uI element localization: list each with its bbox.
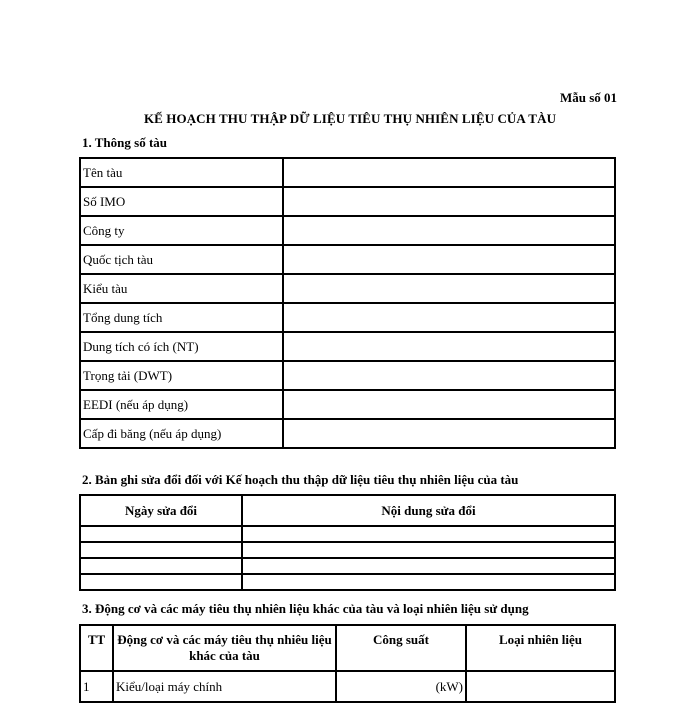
- section-1-title: 1. Thông số tàu: [82, 135, 168, 150]
- table-header-row: [80, 625, 615, 671]
- field-value[interactable]: [283, 361, 615, 390]
- table-row: [80, 671, 615, 702]
- revision-date-cell[interactable]: [80, 542, 242, 558]
- table-row: [80, 245, 615, 274]
- table-row: [80, 526, 615, 542]
- table-row: [80, 216, 615, 245]
- column-header-engine: Động cơ và các máy tiêu thụ nhiêu liệu khác của tàu: [113, 625, 336, 671]
- field-label: Tổng dung tích: [80, 303, 283, 332]
- column-header-revision-date: Ngày sửa đổi: [80, 495, 242, 526]
- table-row: [80, 274, 615, 303]
- field-label: Công ty: [80, 216, 283, 245]
- engine-name: Kiểu/loại máy chính: [113, 671, 336, 702]
- revision-record-table: [79, 494, 616, 591]
- table-header-row: [80, 495, 615, 526]
- field-value[interactable]: [283, 419, 615, 448]
- section-3-title: 3. Động cơ và các máy tiêu thụ nhiên liệu khác của tàu và loại nhiên liệu sử dụng: [82, 601, 529, 616]
- table-row: [80, 332, 615, 361]
- column-header-revision-content: Nội dung sửa đổi: [242, 495, 615, 526]
- revision-date-cell[interactable]: [80, 574, 242, 590]
- fuel-type-cell[interactable]: [466, 671, 615, 702]
- ship-particulars-table: [79, 157, 616, 449]
- field-value[interactable]: [283, 390, 615, 419]
- field-label: Cấp đi băng (nếu áp dụng): [80, 419, 283, 448]
- engines-fuel-table: [79, 624, 616, 703]
- row-number: 1: [80, 671, 113, 702]
- field-value[interactable]: [283, 187, 615, 216]
- revision-date-cell[interactable]: [80, 558, 242, 574]
- revision-content-cell[interactable]: [242, 574, 615, 590]
- field-value[interactable]: [283, 158, 615, 187]
- field-value[interactable]: [283, 245, 615, 274]
- revision-date-cell[interactable]: [80, 526, 242, 542]
- column-header-fuel-type: Loại nhiên liệu: [466, 625, 615, 671]
- section-2-title: 2. Bản ghi sửa đổi đối với Kế hoạch thu thập dữ liệu tiêu thụ nhiên liệu của tàu: [82, 472, 519, 487]
- field-value[interactable]: [283, 216, 615, 245]
- field-value[interactable]: [283, 274, 615, 303]
- table-row: [80, 542, 615, 558]
- field-value[interactable]: [283, 303, 615, 332]
- field-label: Quốc tịch tàu: [80, 245, 283, 274]
- table-row: [80, 361, 615, 390]
- field-label: EEDI (nếu áp dụng): [80, 390, 283, 419]
- column-header-power: Công suất: [336, 625, 466, 671]
- revision-content-cell[interactable]: [242, 558, 615, 574]
- revision-content-cell[interactable]: [242, 542, 615, 558]
- table-row: [80, 558, 615, 574]
- form-number: Mẫu số 01: [559, 90, 617, 105]
- table-row: [80, 419, 615, 448]
- table-row: [80, 303, 615, 332]
- field-label: Tên tàu: [80, 158, 283, 187]
- table-row: [80, 158, 615, 187]
- power-unit[interactable]: (kW): [336, 671, 466, 702]
- revision-content-cell[interactable]: [242, 526, 615, 542]
- page-title: KẾ HOẠCH THU THẬP DỮ LIỆU TIÊU THỤ NHIÊN LIỆU CỦA TÀU: [143, 111, 557, 126]
- field-label: Trọng tải (DWT): [80, 361, 283, 390]
- column-header-no: TT: [80, 625, 113, 671]
- table-row: [80, 574, 615, 590]
- field-value[interactable]: [283, 332, 615, 361]
- field-label: Số IMO: [80, 187, 283, 216]
- field-label: Kiểu tàu: [80, 274, 283, 303]
- field-label: Dung tích có ích (NT): [80, 332, 283, 361]
- table-row: [80, 187, 615, 216]
- table-row: [80, 390, 615, 419]
